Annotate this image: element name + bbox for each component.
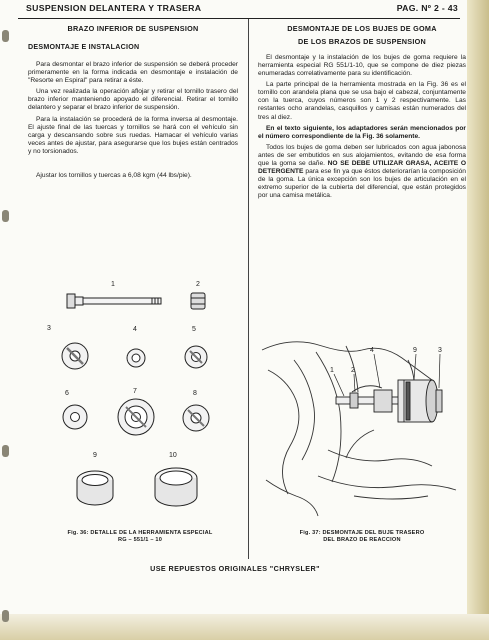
paragraph: Ajustar los tornillos y tuercas a 6,08 kgm (44 lbs/pie). <box>36 171 192 179</box>
fig-label: 5 <box>192 326 196 333</box>
paragraph: El desmontaje y la instalación de los bujes de goma requiere la herramienta especial RG 551/1-10, que se compone de diez piezas enumeradas correlativamente para su identificación. <box>258 54 466 78</box>
fig-label: 1 <box>330 367 334 374</box>
paragraph-text: Todos los bujes de goma deben ser lubricados con agua jabonosa antes de ser embutidos en sus alojamientos, evitando de esa forma que la goma se dañe. <box>258 144 466 168</box>
caption-line: RG – 551/1 – 10 <box>117 537 163 543</box>
fig-37-bushing-removal-illustration <box>258 330 466 522</box>
fig-37-caption <box>258 530 466 544</box>
fig-label: 9 <box>413 347 417 354</box>
page-number: PAG. Nº 2 - 43 <box>396 3 458 13</box>
caption-line: Fig. 37: DESMONTAJE DEL BUJE TRASERO <box>299 530 425 536</box>
fig-label: 1 <box>111 281 115 288</box>
page-bottom-edge <box>0 614 489 640</box>
fig-label: 10 <box>169 452 177 459</box>
fig-label: 6 <box>65 390 69 397</box>
fig-label: 2 <box>196 281 200 288</box>
left-subheading: DESMONTAJE E INSTALACION <box>28 43 140 51</box>
paragraph: La parte principal de la herramienta mostrada en la Fig. 36 es el tornillo con arandela plana que se usa bajo el cabezal, conjuntamente con la tuerca, cuyos números son 1 y 2 respectivamente. Las restantes ocho arandelas, casquillos y camisas están numerados del tres al diez. <box>258 81 466 121</box>
column-divider <box>248 19 249 559</box>
caption-line: DEL BRAZO DE REACCION <box>323 537 401 543</box>
right-heading-line-2: DE LOS BRAZOS DE SUSPENSION <box>297 37 426 46</box>
fig-label: 4 <box>133 326 137 333</box>
left-column <box>28 22 238 183</box>
fig-label: 3 <box>438 347 442 354</box>
page-header <box>18 2 460 19</box>
fig-36-tool-illustration <box>40 278 240 523</box>
binder-hole <box>2 30 9 42</box>
left-heading: BRAZO INFERIOR DE SUSPENSION <box>67 24 199 33</box>
footer-note: USE REPUESTOS ORIGINALES "CHRYSLER" <box>150 564 320 573</box>
page-edge <box>467 0 489 640</box>
right-column <box>258 22 466 204</box>
fig-label: 4 <box>370 347 374 354</box>
paragraph: Para la instalación se procederá de la forma inversa al desmontaje. El ajuste final de las tuercas y tornillos se hará con el vehículo sin carga y descansando sobre sus ruedas. Hamacar el vehículo varias veces antes de ajustar, para asegurarse que los bujes están centrados y no torsionados. <box>28 115 238 155</box>
right-heading-line-1: DESMONTAJE DE LOS BUJES DE GOMA <box>287 24 437 33</box>
binder-hole <box>2 445 9 457</box>
binder-hole <box>2 610 9 622</box>
paragraph: Una vez realizada la operación aflojar y retirar el tornillo trasero del brazo inferior manteniendo apoyado el diferencial. Retirar el tornillo delantero y separar el brazo inferior de suspensión. <box>28 88 238 112</box>
paragraph <box>258 144 466 200</box>
paragraph-bold: En el texto siguiente, los adaptadores serán mencionados por el número correspondiente de la Fig. 36 solamente. <box>258 124 466 140</box>
fig-label: 3 <box>47 325 51 332</box>
fig-label: 2 <box>351 367 355 374</box>
paragraph-text: para ese fin ya que éstos deteriorarían la composición de la goma. La única excepción son los bujes de articulación en el extremo superior de la cubierta del diferencial, que están protegidos por una camisa metálica. <box>258 168 466 200</box>
binder-hole <box>2 210 9 222</box>
fig-label: 9 <box>93 452 97 459</box>
fig-36-caption <box>40 530 240 544</box>
warning-text: NO SE DEBE UTILIZAR GRASA, ACEITE O DETERGENTE <box>258 160 466 176</box>
fig-label: 7 <box>133 388 137 395</box>
caption-line: Fig. 36: DETALLE DE LA HERRAMIENTA ESPECIAL <box>67 530 213 536</box>
paragraph: Para desmontar el brazo inferior de suspensión se deberá proceder primeramente en la forma indicada en desmontaje e instalación de "Resorte en Espiral" para retirar a éste. <box>28 61 238 85</box>
section-title: SUSPENSION DELANTERA Y TRASERA <box>26 3 202 13</box>
fig-label: 8 <box>193 390 197 397</box>
